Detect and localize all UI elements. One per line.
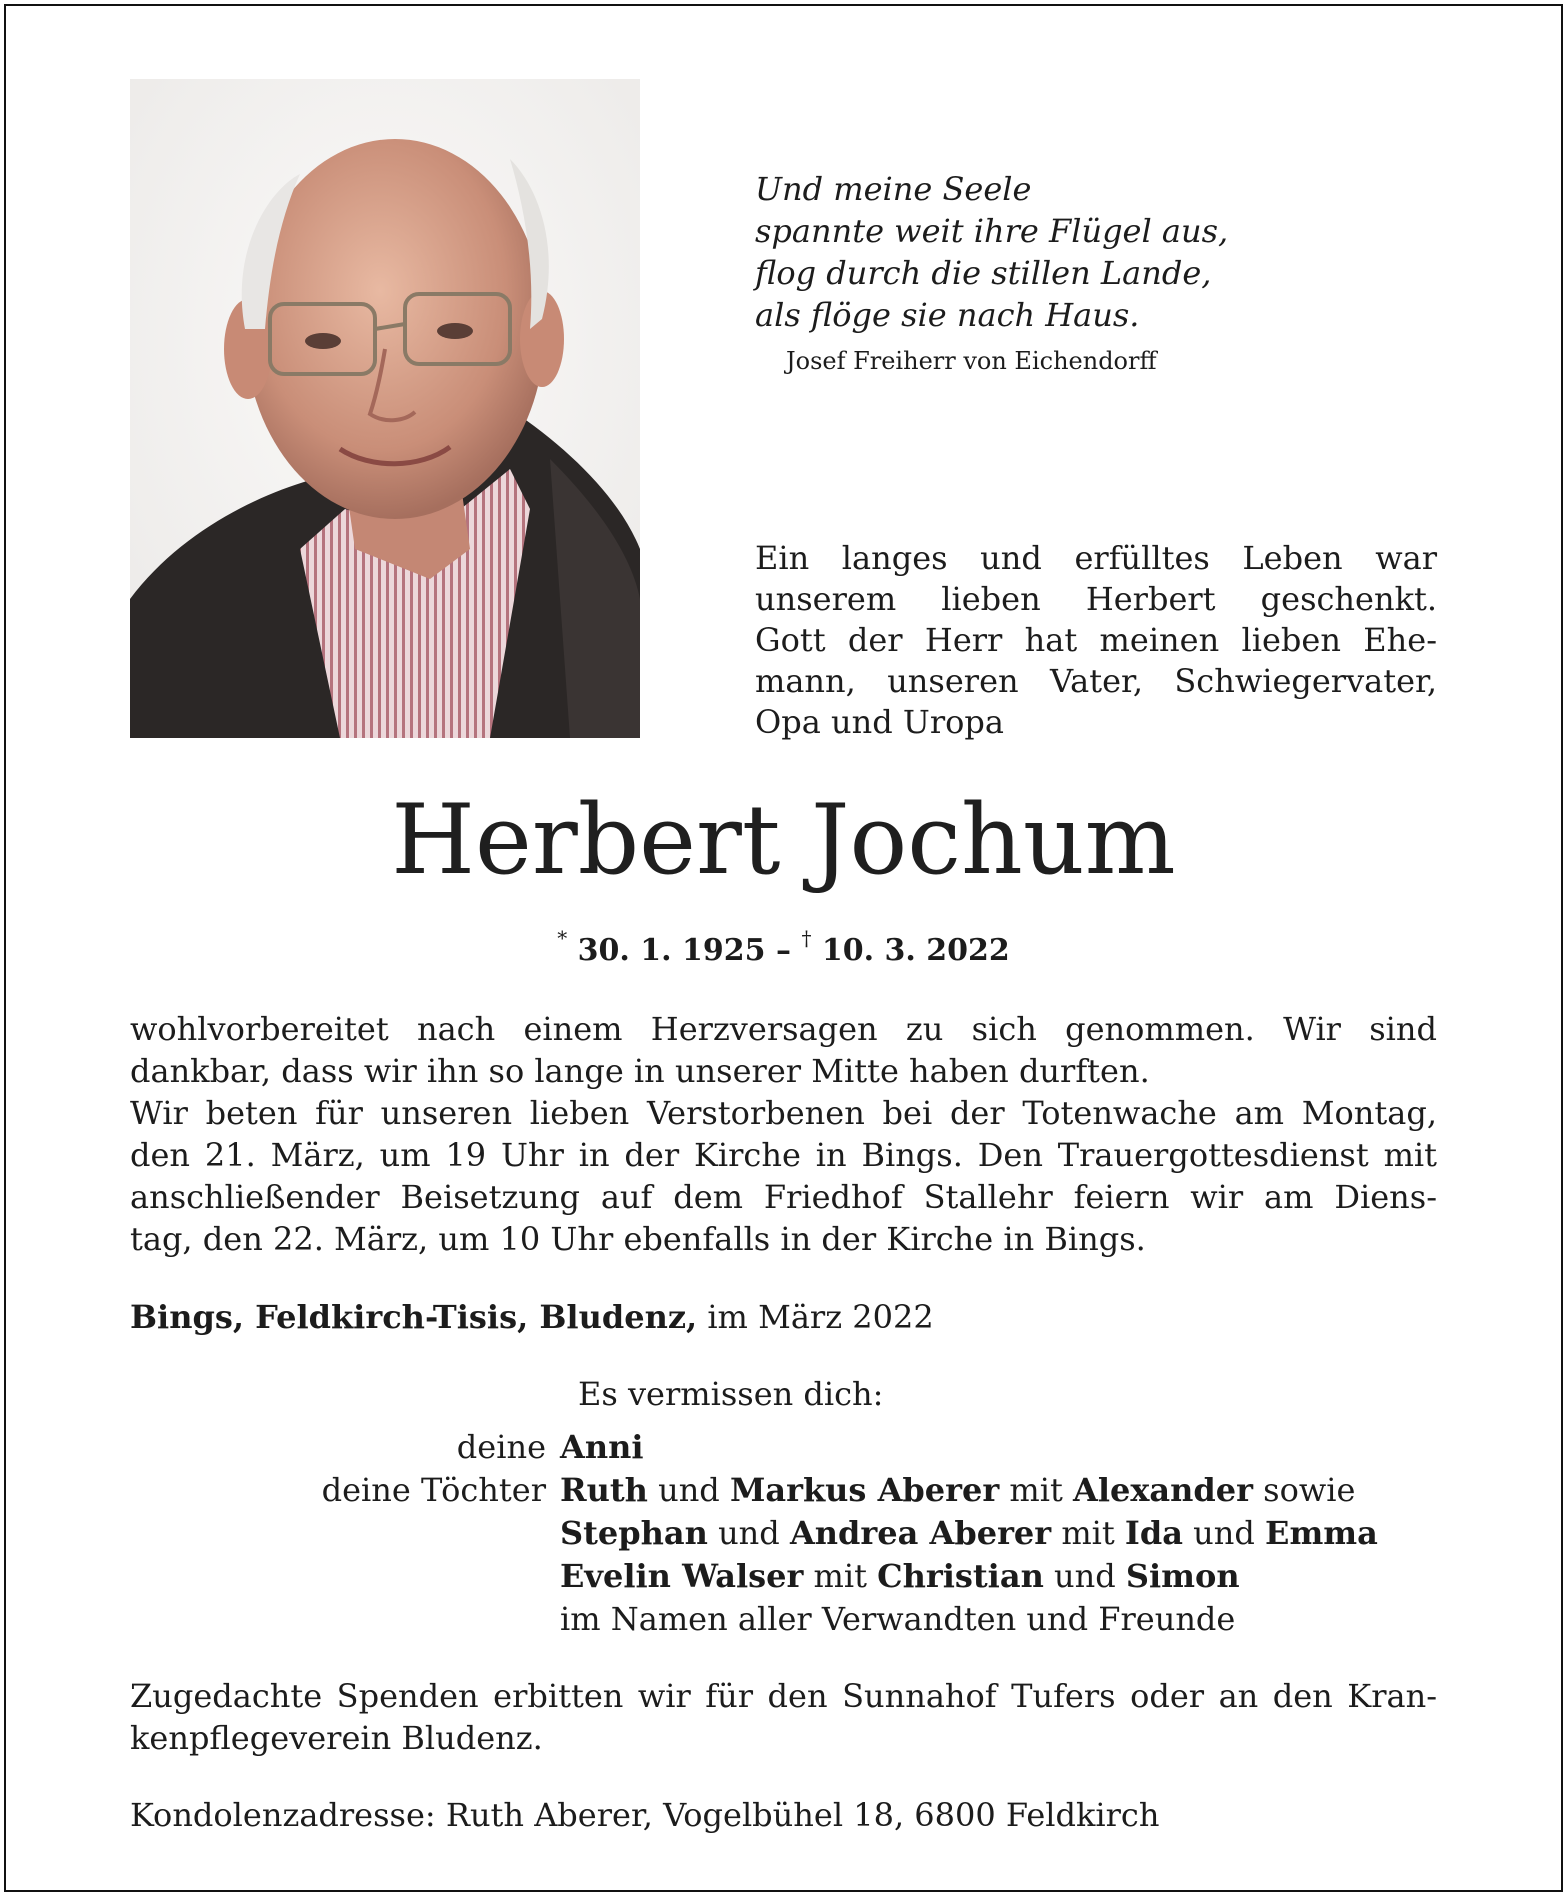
mourner-label-empty — [120, 1598, 560, 1641]
place-locations: Bings, Feldkirch-Tisis, Bludenz, — [130, 1298, 698, 1336]
body-line: den 21. März, um 19 Uhr in der Kirche in Bings. Den Trauergottesdienst mit — [130, 1136, 1437, 1174]
mourner-label: deine Töchter — [321, 1471, 546, 1509]
poem-line: flog durch die stillen Lande, — [755, 254, 1212, 292]
condolence-address: Kondolenzadresse: Ruth Aberer, Vogelbühel 18, 6800 Feldkirch — [130, 1796, 1160, 1834]
date-dash: – — [776, 933, 791, 968]
mourner-label-empty — [120, 1555, 560, 1598]
mourner-label-empty — [120, 1512, 560, 1555]
connector: und — [1043, 1557, 1126, 1595]
intro-line: Gott der Herr hat meinen lieben Ehe- — [755, 621, 1437, 659]
intro-line: Ein langes und erfülltes Leben war — [755, 539, 1437, 577]
mourner-row — [120, 1598, 1378, 1641]
birth-mark: * — [557, 926, 568, 950]
mourner-row — [120, 1469, 1378, 1512]
poem-author: Josef Freiherr von Eichendorff — [786, 347, 1157, 375]
mourner-name: Simon — [1125, 1557, 1240, 1595]
mourner-name: Markus Aberer — [729, 1471, 1000, 1509]
connector: und — [647, 1471, 730, 1509]
intro-line: mann, unseren Vater, Schwiegervater, — [755, 662, 1437, 700]
body-text — [130, 1008, 1437, 1260]
donation-line: Zugedachte Spenden erbitten wir für den Sunnahof Tufers oder an den Kran- — [130, 1677, 1437, 1715]
connector: mit — [1051, 1514, 1125, 1552]
connector: und — [1183, 1514, 1266, 1552]
intro-text — [755, 538, 1437, 743]
body-line: anschließender Beisetzung auf dem Friedhof Stallehr feiern wir am Diens- — [130, 1178, 1437, 1216]
mourners-closing: im Namen aller Verwandten und Freunde — [560, 1600, 1236, 1638]
mourner-name: Christian — [877, 1557, 1044, 1595]
connector: sowie — [1253, 1471, 1356, 1509]
intro-line: Opa und Uropa — [755, 703, 1004, 741]
poem-line: als flöge sie nach Haus. — [755, 296, 1140, 334]
mourner-name: Ruth — [560, 1471, 648, 1509]
body-line: Wir beten für unseren lieben Verstorbenen bei der Totenwache am Montag, — [130, 1094, 1437, 1132]
birth-date: 30. 1. 1925 — [577, 933, 766, 968]
mourner-label: deine — [456, 1428, 546, 1466]
intro-line: unserem lieben Herbert geschenkt. — [755, 580, 1437, 618]
mourner-name: Anni — [560, 1428, 644, 1466]
poem-line: Und meine Seele — [755, 170, 1032, 208]
poem-line: spannte weit ihre Flügel aus, — [755, 212, 1229, 250]
portrait-image — [130, 79, 640, 738]
mourner-name: Alexander — [1072, 1471, 1253, 1509]
donation-line: kenpflegeverein Bludenz. — [130, 1719, 543, 1757]
mourner-name: Emma — [1265, 1514, 1378, 1552]
poem — [755, 168, 1228, 336]
life-dates — [0, 926, 1567, 968]
body-line: dankbar, dass wir ihn so lange in unserer Mitte haben durften. — [130, 1052, 1150, 1090]
body-line: wohlvorbereitet nach einem Herzversagen zu sich genommen. Wir sind — [130, 1010, 1437, 1048]
portrait-photo — [130, 79, 640, 738]
deceased-name: Herbert Jochum — [391, 784, 1176, 896]
connector: und — [707, 1514, 790, 1552]
mourner-row — [120, 1555, 1378, 1598]
connector: mit — [999, 1471, 1073, 1509]
mourner-name: Evelin Walser — [560, 1557, 804, 1595]
mourner-row — [120, 1426, 1378, 1469]
donation-text — [130, 1675, 1437, 1759]
mourner-row — [120, 1512, 1378, 1555]
connector: mit — [803, 1557, 878, 1595]
death-date: 10. 3. 2022 — [821, 933, 1010, 968]
mourners-heading: Es vermissen dich: — [578, 1375, 884, 1413]
place-date — [130, 1298, 934, 1336]
place-month: im März 2022 — [697, 1298, 934, 1336]
mourners-list — [120, 1426, 1378, 1641]
mourner-name: Andrea Aberer — [789, 1514, 1052, 1552]
body-line: tag, den 22. März, um 10 Uhr ebenfalls in der Kirche in Bings. — [130, 1220, 1146, 1258]
mourner-name: Stephan — [560, 1514, 708, 1552]
death-mark: † — [801, 926, 812, 950]
mourner-name: Ida — [1124, 1514, 1183, 1552]
